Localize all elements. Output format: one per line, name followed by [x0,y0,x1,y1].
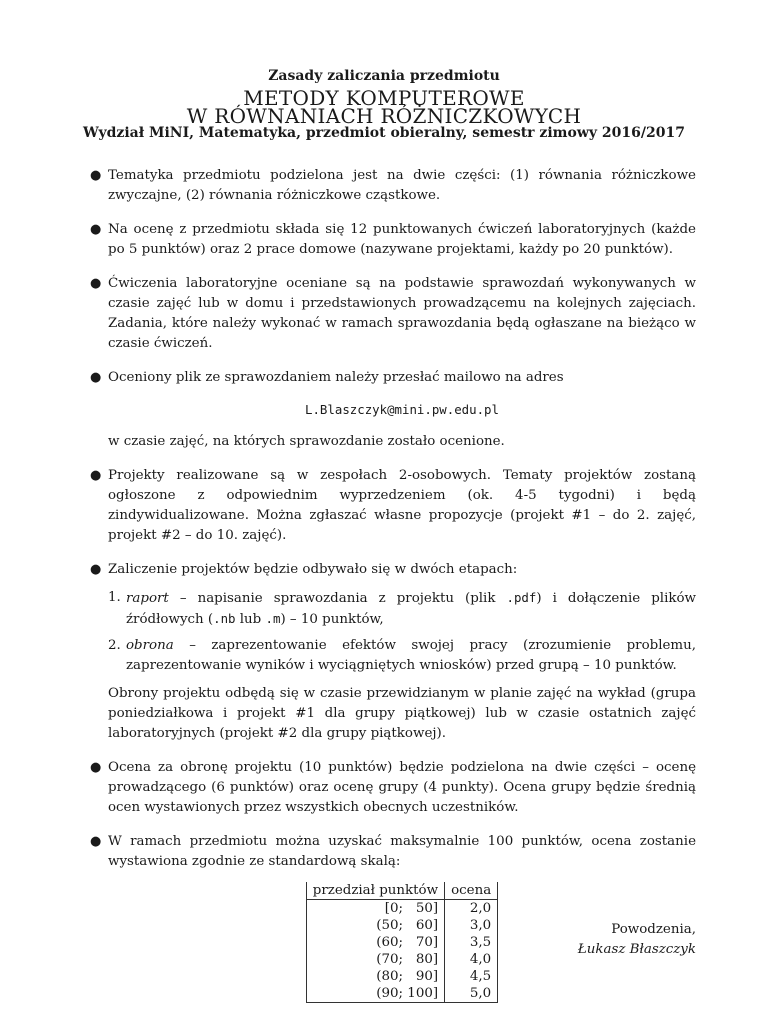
range-cell: (60; 70] [306,934,444,951]
rule-text: Ocena za obronę projektu (10 punktów) będzie podzielona na dwie części – ocenę prowadzącego (6 punktów) oraz ocenę grupy (4 punkty). Ocena grupy będzie średnią ocen wystawionych przez wszystkich obecnych uczestników. [108,760,696,815]
stage-item [108,636,696,676]
table-row [306,900,497,918]
stage-item [108,588,696,630]
table-header-grade: ocena [445,882,498,900]
rule-item [86,832,696,1003]
author-name: Łukasz Błaszczyk [577,942,696,957]
range-cell: (70; 80] [306,951,444,968]
closing-greeting: Powodzenia, [611,922,696,937]
project-stages-list [108,588,696,676]
course-title-line2: W RÓWNANIACH RÓŻNICZKOWYCH [186,104,582,128]
grade-cell: 2,0 [445,900,498,918]
stage-desc: – zaprezentowanie efektów swojej pracy (zrozumienie problemu, zaprezentowanie wyników i wyciągniętych wniosków) przed grupą – 10 punktów. [126,638,696,673]
stage-desc: – napisanie sprawozdania z projektu (plik [168,591,507,606]
rule-item [86,466,696,546]
bullet-icon: ● [90,834,102,849]
bullet-icon: ● [90,562,102,577]
grade-cell: 4,0 [445,951,498,968]
range-cell: [0; 50] [306,900,444,918]
rule-item [86,274,696,354]
rule-item [86,220,696,260]
table-header-range: przedział punktów [306,882,444,900]
faculty-info: Wydział MiNI, Matematyka, przedmiot obieralny, semestr zimowy 2016/2017 [83,125,685,141]
course-title-line1: METODY KOMPUTEROWE [243,86,525,110]
rules-list [86,166,696,1003]
range-cell: (90; 100] [306,985,444,1003]
file-ext: .m [265,611,281,626]
stage-desc: lub [235,612,266,627]
bullet-icon: ● [90,760,102,775]
document-subtitle: Zasady zaliczania przedmiotu [268,68,500,84]
bullet-icon: ● [90,468,102,483]
rule-item [86,758,696,818]
stage-term: obrona [126,638,174,653]
stage-desc: ) – 10 punktów, [280,612,384,627]
table-row [306,934,497,951]
rule-item [86,166,696,206]
rule-text: Oceniony plik ze sprawozdaniem należy przesłać mailowo na adres [108,370,564,385]
rule-text: Projekty realizowane są w zespołach 2-osobowych. Tematy projektów zostaną ogłoszone z odpowiednim wyprzedzeniem (ok. 4-5 tygodni) i będą zindywidualizowane. Można zgłaszać własne propozycje (projekt #1 – do 2. zajęć, projekt #2 – do 10. zajęć). [108,468,696,543]
rule-item [86,560,696,744]
grade-cell: 4,5 [445,968,498,985]
rule-text: Na ocenę z przedmiotu składa się 12 punktowanych ćwiczeń laboratoryjnych (każde po 5 punktów) oraz 2 prace domowe (nazywane projektami, każdy po 20 punktów). [108,222,696,257]
range-cell: (50; 60] [306,917,444,934]
table-row [306,968,497,985]
closing-signature [578,920,696,960]
rule-text: W ramach przedmiotu można uzyskać maksymalnie 100 punktów, ocena zostanie wystawiona zgodnie ze standardową skalą: [108,834,696,869]
stage-number: 2. [108,638,121,653]
stage-text [126,636,696,676]
stage-number: 1. [108,590,121,605]
stage-term: raport [126,591,169,606]
email-address: L.Blaszczyk@mini.pw.edu.pl [305,402,499,417]
rule-text: Tematyka przedmiotu podzielona jest na dwie części: (1) równania różniczkowe zwyczajne, (2) równania różniczkowe cząstkowe. [108,168,696,203]
range-cell: (80; 90] [306,968,444,985]
rule-text: Zaliczenie projektów będzie odbywało się w dwóch etapach: [108,562,518,577]
grade-scale-table [306,882,498,1003]
stage-text [126,588,696,630]
grade-cell: 3,0 [445,917,498,934]
stage-desc: ) i dołączenie plików źródłowych ( [126,591,696,627]
grade-cell: 5,0 [445,985,498,1003]
file-ext: .pdf [506,590,537,605]
table-row [306,917,497,934]
bullet-icon: ● [90,168,102,183]
bullet-icon: ● [90,276,102,291]
bullet-icon: ● [90,222,102,237]
rules-content [86,166,696,1017]
rule-item [86,368,696,452]
bullet-icon: ● [90,370,102,385]
file-ext: .nb [213,611,236,626]
rule-text: w czasie zajęć, na których sprawozdanie zostało ocenione. [108,434,505,449]
table-row [306,951,497,968]
rule-text: Obrony projektu odbędą się w czasie przewidzianym w planie zajęć na wykład (grupa poniedziałkowa i projekt #1 dla grupy piątkowej) lub w czasie ostatnich zajęć laboratoryjnych (projekt #2 dla grupy piątkowej). [108,686,696,741]
grade-cell: 3,5 [445,934,498,951]
rule-text: Ćwiczenia laboratoryjne oceniane są na podstawie sprawozdań wykonywanych w czasie zajęć lub w domu i przedstawionych prowadzącemu na kolejnych zajęciach. Zadania, które należy wykonać w ramach sprawozdania będą ogłaszane na bieżąco w czasie ćwiczeń. [108,276,696,351]
